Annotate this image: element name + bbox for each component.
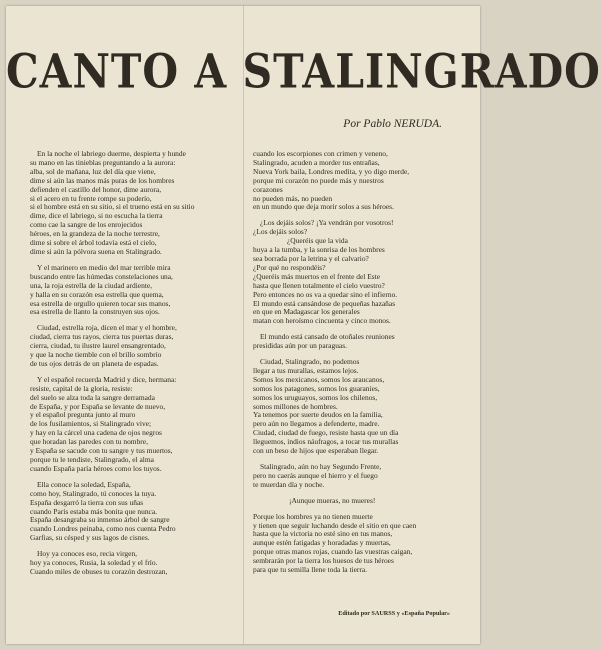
stanza	[30, 481, 242, 543]
paper-fold	[243, 6, 244, 644]
poem-line: de España, y por España se levante de nuevo,	[30, 401, 166, 411]
stanza	[253, 463, 453, 490]
poem-line: pero aún no llegamos a defenderte, madre.	[253, 419, 380, 429]
stanza	[30, 150, 242, 257]
poem-line: lleguemos, indios náufragos, a tocar tus murallas	[253, 437, 399, 447]
poem-line: ¡Aunque mueras, no mueres!	[289, 495, 376, 505]
poem-line: si el hombre está en su sitio, si el trueno está en su sitio	[30, 202, 195, 212]
poem-line: somos millones de hombres.	[253, 401, 338, 411]
right-column	[253, 150, 453, 582]
poem-line: dime si sobre el árbol todavía está el cielo,	[30, 238, 157, 248]
poem-line: y España se sacude con tu sangre y tus muertos,	[30, 446, 173, 456]
poem-line: y halla en su corazón esa estrella que quema,	[30, 289, 164, 299]
poem-line: dime si aún las manos más puras de los hombres	[30, 175, 175, 185]
poem-line: Hoy ya conoces eso, recia virgen,	[37, 549, 138, 559]
poem-line: dime, dice el labriego, si no escucha la tierra	[30, 211, 163, 221]
poem-line: esa estrella de llanto la construyen sus ojos.	[30, 307, 160, 317]
poem-line: Y el marinero en medio del mar terrible mira	[37, 262, 171, 272]
stanza	[253, 219, 453, 326]
poem-line: de tus ojos detrás de un planeta de espadas.	[30, 358, 159, 368]
poem-line: para que tu semilla llene toda la tierra.	[253, 565, 367, 575]
poem-line: Stalingrado, aún no hay Segundo Frente,	[260, 462, 382, 471]
poem-line: Stalingrado, acuden a morder tus entrañas,	[253, 157, 380, 167]
poem-line: en que en Madagascar los generales	[253, 307, 360, 317]
poem-line: porque otras manos rojas, cuando las vuestras caigan,	[253, 547, 413, 557]
poem-line: y que la noche tiemble con el brillo sombrío	[30, 350, 162, 360]
poem-line: cuando París estaba más bonita que nunca.	[30, 506, 158, 516]
poem-line: Ciudad, Stalingrado, no podemos	[260, 357, 360, 367]
poem-line: héroes, en la grandeza de la noche terrestre,	[30, 229, 160, 239]
poem-line: en un mundo que deja morir solos a sus héroes.	[253, 202, 394, 212]
poem-line: En la noche el labriego duerme, despierta y hunde	[37, 149, 186, 158]
poem-line: Y el español recuerda Madrid y dice, hermana:	[37, 374, 177, 384]
poem-line: somos los patagones, somos los guaraníes,	[253, 383, 380, 393]
stanza	[30, 264, 242, 317]
poem-line: cuando España paría héroes como los tuyos.	[30, 463, 162, 473]
poem-line: hoy ya conoces, Rusia, la soledad y el frío.	[30, 558, 158, 568]
poem-line: hasta que llenen totalmente el cielo vuestro?	[253, 280, 385, 290]
poem-line: Nueva York baila, Londres medita, y yo digo merde,	[253, 166, 410, 176]
poem-line: ¿Queréis que la vida	[287, 236, 348, 246]
stanza	[30, 324, 242, 369]
poem-line: alba, sol de mañana, luz del día que viene,	[30, 166, 156, 176]
poem-line: Garfias, su césped y sus lagos de cisnes.	[30, 533, 150, 543]
poem-line: como hoy, Stalingrado, tú conoces la tuya.	[30, 488, 157, 498]
poem-line: matan con heroísmo cincuenta y cinco monos.	[253, 316, 391, 326]
poem-line: como cae la sangre de los enrojecidos	[30, 220, 143, 230]
poem-line: dime si aún la pólvora suena en Stalingrado.	[30, 246, 162, 256]
poem-line: porque tu le tendiste, Stalingrado, el alma	[30, 455, 154, 464]
poem-line: buscando entre las húmedas constelaciones una,	[30, 271, 173, 281]
poem-line: Ya tenemos por suerte deudos en la familia,	[253, 410, 383, 420]
poem-line: cierra, ciudad, tu ilustre laurel ensangrentado,	[30, 341, 166, 351]
poem-line: Ciudad, estrella roja, dicen el mar y el hombre,	[37, 323, 177, 333]
poem-line: presididas aún por un paraguas.	[253, 341, 347, 351]
poem-line: de los fusilamientos, si Stalingrado vive;	[30, 419, 152, 429]
poem-line: porque mi corazón no puede más y nuestros	[253, 175, 384, 185]
poem-line: que horadan las paredes con tu nombre,	[30, 437, 148, 447]
poem-line: El mundo está cansado de otoñales reuniones	[260, 332, 395, 342]
poem-line: defienden el castillo del honor, dime aurora,	[30, 184, 162, 194]
poem-line: Ella conoce la soledad, España,	[37, 479, 131, 489]
poem-line: ¿Queréis más muertos en el frente del Este	[253, 271, 381, 281]
poem-title: CANTO A STALINGRADO	[6, 44, 601, 100]
poem-line: ciudad, cierra tus rayos, cierra tus puertas duras,	[30, 332, 174, 342]
poem-line: esa estrella de orgullo quieren tocar sus manos,	[30, 298, 171, 308]
poem-author: Por Pablo NERUDA.	[343, 118, 442, 130]
publisher-credit: Editado por SAURSS y «España Popular»	[338, 610, 450, 617]
poem-line: ¿Los dejáis solos?	[253, 227, 308, 237]
poem-line: Porque los hombres ya no tienen muerte	[253, 511, 373, 521]
poem-line: cuando los escorpiones con crimen y veneno,	[253, 149, 388, 158]
poem-line: España desgarró la tierra con sus uñas	[30, 497, 144, 507]
stanza	[30, 550, 242, 577]
poem-line: somos los uruguayos, somos los chilenos,	[253, 392, 378, 402]
poem-line: aunque estén fatigadas y horadadas y muertas,	[253, 538, 391, 548]
poem-line: España desangraba su inmenso árbol de sangre	[30, 515, 170, 525]
poem-line: llegar a tus murallas, estamos lejos.	[253, 365, 359, 375]
poem-line: sea borrada por la letrina y el calvario?	[253, 253, 369, 263]
poem-line: Pero entonces no os va a quedar sino el infierno.	[253, 289, 398, 299]
poem-line: con un beso de hijos que esperaban llegar.	[253, 446, 379, 456]
poem-line: El mundo está cansándose de pequeñas hazañas	[253, 298, 396, 308]
broadside-sheet	[6, 6, 601, 644]
poem-line: una, la roja estrella de la ciudad ardiente,	[30, 280, 153, 290]
stanza	[253, 513, 453, 575]
stanza	[253, 497, 453, 506]
stanza	[253, 358, 453, 456]
poem-line: y el español pregunta junto al muro	[30, 410, 136, 420]
poem-line: Somos los mexicanos, somos los araucanos,	[253, 374, 385, 384]
poem-line: cuando Londres peinaba, como nos cuenta Pedro	[30, 524, 176, 534]
poem-line: pero no caerás aunque el hierro y el fuego	[253, 470, 378, 480]
poem-line: ¿Por qué no respondéis?	[253, 262, 326, 272]
poem-line: corazones	[253, 184, 283, 194]
poem-line: del suelo se alza toda la sangre derramada	[30, 392, 155, 402]
stanza	[30, 376, 242, 474]
poem-line: hasta que la victoria no esté sino en tus manos,	[253, 529, 393, 539]
poem-line: huya a la tumba, y la sonrisa de los hombres	[253, 245, 385, 255]
left-column	[30, 150, 242, 584]
poem-line: si el acero en tu frente rompe su poderío,	[30, 193, 152, 203]
poem-line: Cuando miles de obuses tu corazón destrozan,	[30, 566, 168, 576]
poem-line: Ciudad, ciudad de fuego, resiste hasta que un día	[253, 428, 399, 438]
poem-line: su mano en las tinieblas preguntando a la aurora:	[30, 157, 176, 167]
poem-line: te muerdan día y noche.	[253, 479, 325, 489]
stanza	[253, 333, 453, 351]
poem-line: y hay en la cárcel una cadena de ojos negros	[30, 428, 162, 438]
poem-line: no pueden más, no pueden	[253, 193, 333, 203]
stanza	[253, 150, 453, 212]
poem-line: ¿Los dejáis solos? ¡Ya vendrán por vosotros!	[260, 218, 394, 228]
poem-line: y tienen que seguir luchando desde el sitio en que caen	[253, 520, 417, 530]
poem-line: sembrarán por la tierra los huesos de tus héroes	[253, 556, 394, 566]
poem-line: resiste, capital de la gloria, resiste:	[30, 383, 133, 393]
